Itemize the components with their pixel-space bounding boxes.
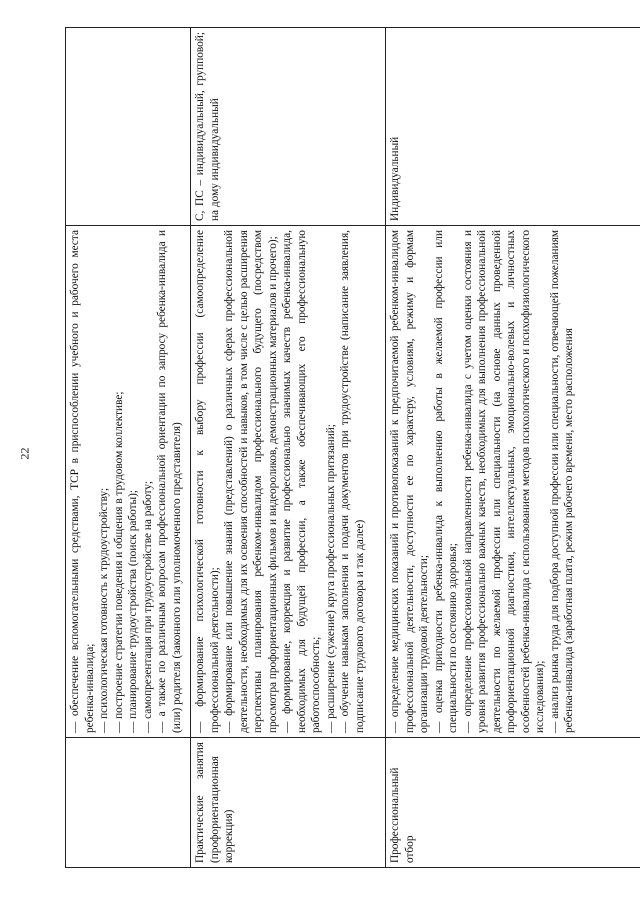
list-item: — обучение навыкам заполнения и подачи документов при трудоустройстве (написание заявления, подписание трудового договора и так далее) <box>339 230 366 733</box>
table-row <box>66 28 191 868</box>
table-cell-content <box>386 226 640 738</box>
table-row <box>386 28 640 868</box>
page-number: 22 <box>17 447 32 460</box>
list-item: — формирование, коррекция и развитие профессионально значимых качеств ребенка-инвалида, необходимых для будущей профессии, а также обеспечивающих его профессиональную работоспособность; <box>281 230 322 733</box>
list-item: — определение профессиональной направленности ребенка-инвалида с учетом оценки состояния и уровня развития профессионально важных качеств, необходимых для выполнения профессиональной деятельности по желаемой профессии или специальности (на основе данных проведенной профориентационной диагностики, интеллектуальных, эмоционально-волевых и личностных особенностей ребенка-инвалида с использованием методов психологического и психофизиологического исследования); <box>461 230 546 733</box>
list-item: — расширение (сужение) круга профессиональных притязаний; <box>324 424 337 733</box>
list-item: — самопрезентация при трудоустройстве на работу; <box>141 480 154 733</box>
table-cell-form <box>66 28 191 226</box>
methods-table <box>65 27 640 868</box>
list-item: — определение медицинских показаний и противопоказаний к предпочитаемой ребенком-инвалидом профессиональной деятельности, доступности ее по характеру, условиям, режиму и формам организации трудовой деятельности; <box>389 230 430 733</box>
table-cell-content <box>191 226 386 738</box>
table-cell-method: Практические занятия (профориентационная коррекция) <box>191 738 386 868</box>
list-item: — обеспечение вспомогательными средствами, ТСР в приспособлении учебного и рабочего места ребенка-инвалида; <box>69 230 96 733</box>
table-cell-form: Индивидуальный <box>386 28 640 226</box>
list-item: — планирование трудоустройства (поиск работы); <box>127 489 139 733</box>
list-item: — анализ рынка труда для подбора доступной профессии или специальности, отвечающей пожеланиям ребенка-инвалида (заработная плата, режим рабочего времени, место расположения <box>548 230 575 733</box>
rotated-table-container <box>65 28 640 868</box>
table-cell-content <box>66 226 191 738</box>
list-item: — формирование или повышение знаний (представлений) о различных сферах профессиональной деятельности, необходимых для их освоения способностей и навыков, в том числе с целью расширения перспективы планирования ребенком-инвалидом профессионального будущего (посредством просмотра профориентационных фильмов и видеороликов, демонстрационных материалов и прочего); <box>223 230 279 733</box>
list-item: — оценка пригодности ребенка-инвалида к выполнению работы в желаемой профессии или специальности по состоянию здоровья; <box>432 230 459 733</box>
list-item: — а также по различным вопросам профессиональной ориентации по запросу ребенка-инвалида и (или) родителя (законного или уполномоченного представителя) <box>156 230 183 733</box>
table-cell-method: Профессиональный отбор <box>386 738 640 868</box>
list-item: — формирование психологической готовности к выбору профессии (самоопределение профессиональной деятельности); <box>194 230 221 733</box>
table-cell-form: С, ПС – индивидуальный, групповой; на дому индивидуальный <box>191 28 386 226</box>
table-row <box>191 28 386 868</box>
list-item: — психологическая готовность к трудоустройству; <box>98 487 110 733</box>
list-item: — построение стратегии поведения и общения в трудовом коллективе; <box>112 391 125 733</box>
table-cell-method <box>66 738 191 868</box>
